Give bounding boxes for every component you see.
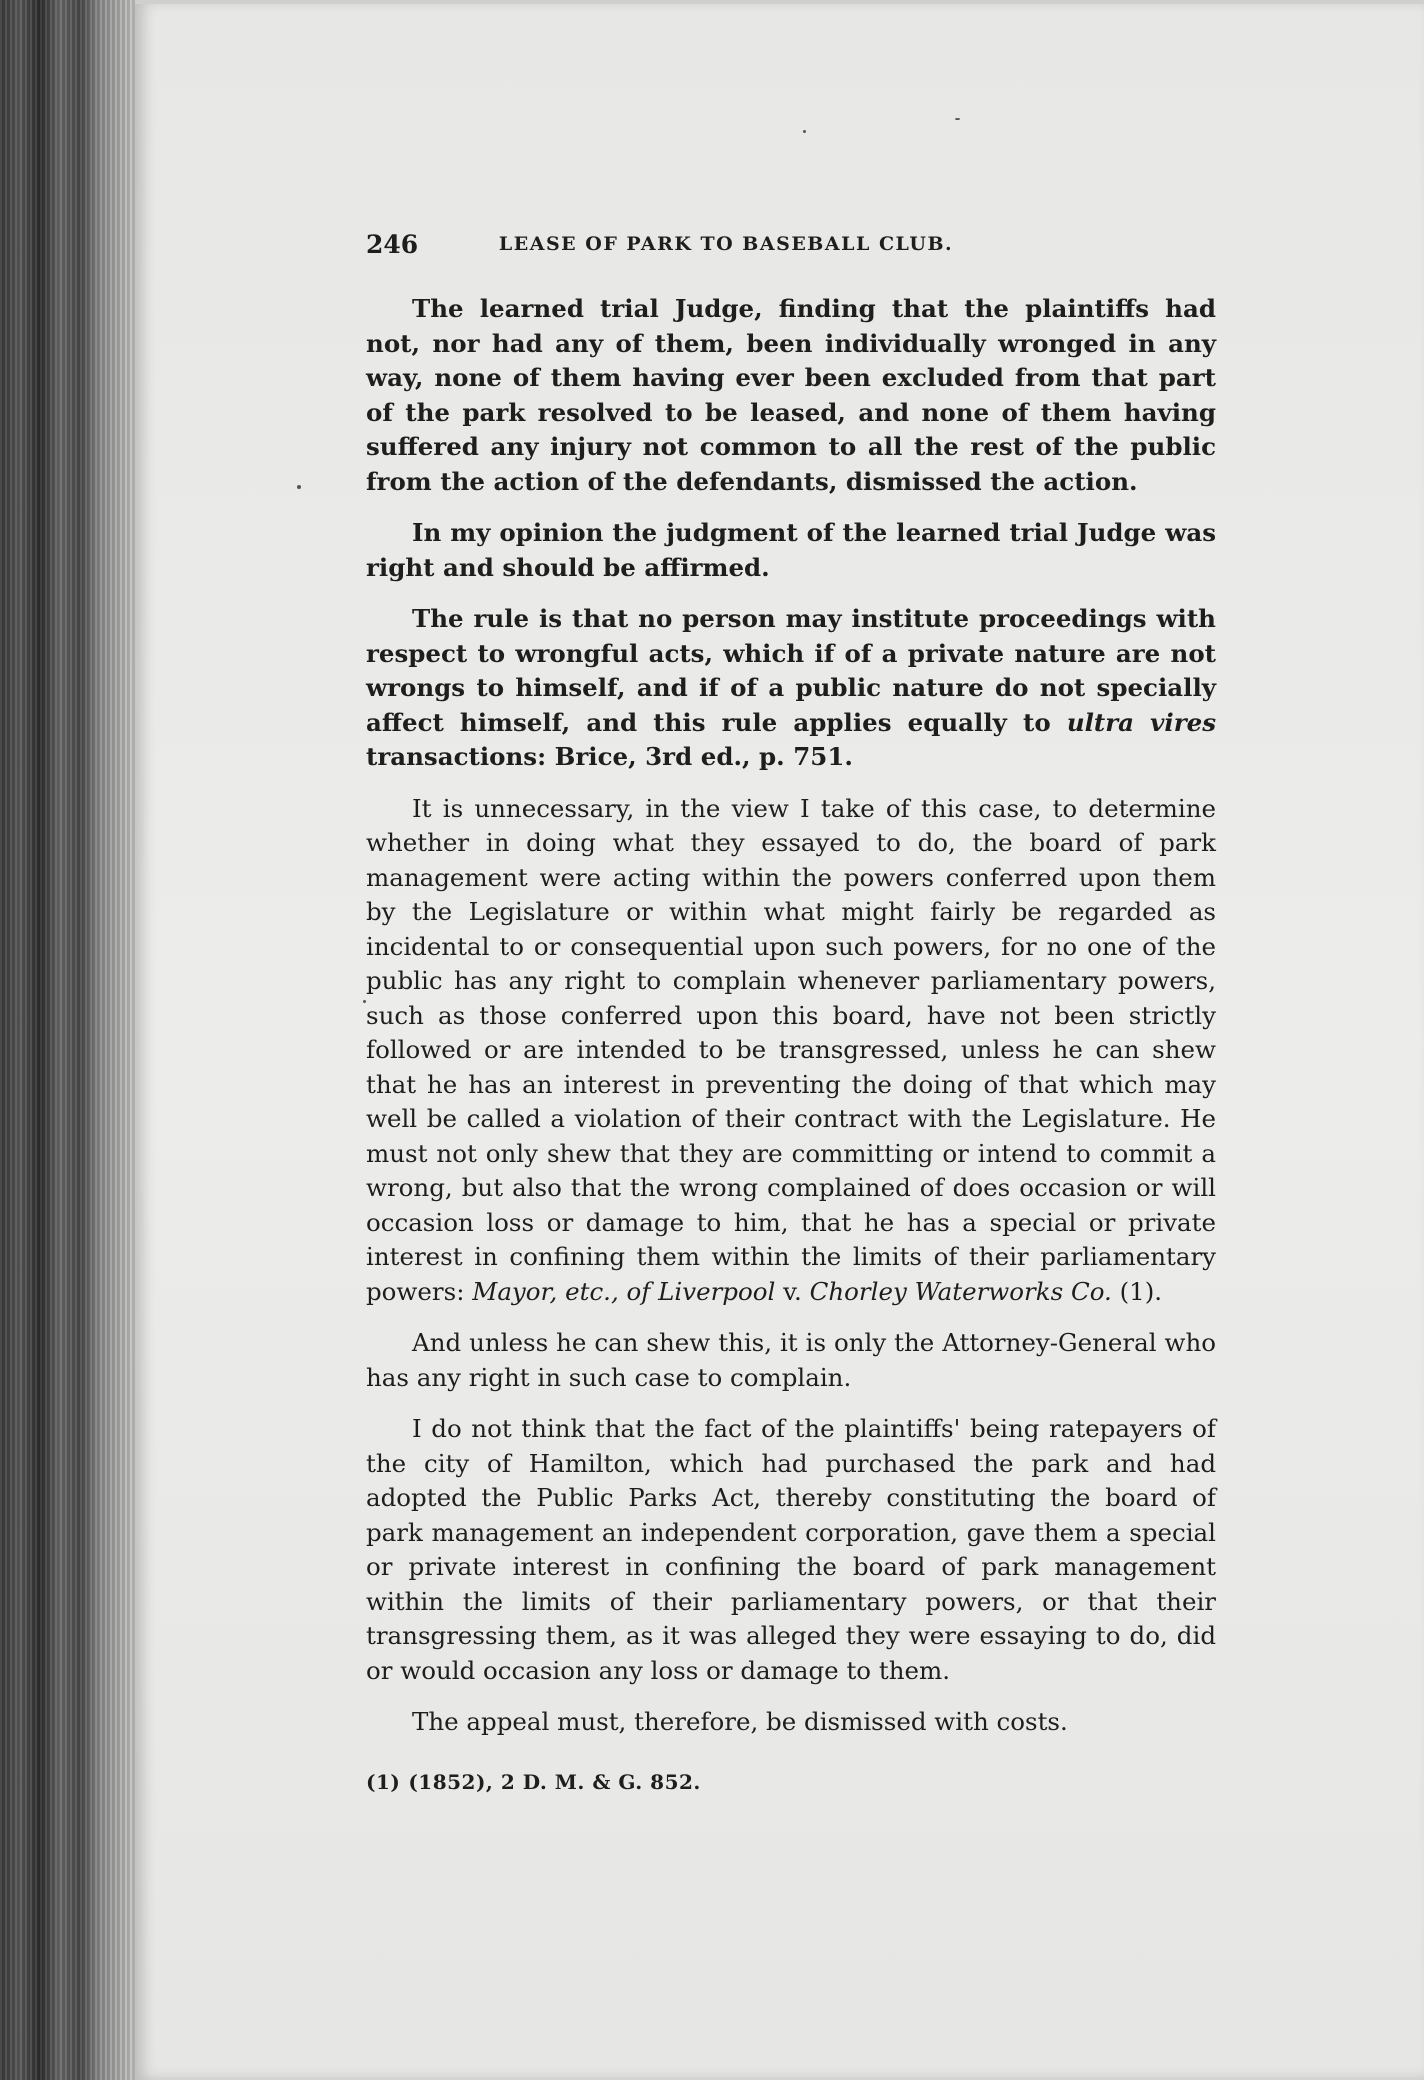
paragraph-6: I do not think that the fact of the plaintiffs' being ratepayers of the city of Hamilton, which had purchased the park and had adopted the Public Parks Act, thereby constituting the board of park management an independent corporation, gave them a special or private interest in confining the board of park management within the limits of their parliamentary powers, or that their transgressing them, as it was alleged they were essaying to do, did or would occasion any loss or damage to them.	[366, 1414, 1216, 1685]
paragraph-3	[366, 602, 1216, 775]
paragraph-5: And unless he can shew this, it is only the Attorney-General who has any right in such case to complain.	[366, 1328, 1216, 1392]
body-text	[366, 292, 1216, 1794]
paper-speck	[803, 130, 806, 133]
page-text-block	[235, 230, 1217, 1794]
paragraph-3-text-end: transactions: Brice, 3rd ed., p. 751.	[366, 742, 853, 771]
case-name-italic-2: Chorley Waterworks Co.	[809, 1276, 1112, 1306]
case-name-italic-1: Mayor, etc., of Liverpool	[472, 1276, 776, 1306]
case-footnote-ref: (1).	[1111, 1276, 1163, 1306]
footnote-marker: (1)	[366, 1769, 401, 1794]
paper-speck	[955, 118, 960, 120]
paragraph-3-text: The rule is that no person may institute proceedings with respect to wrongful acts, which if of a private nature are not wrongs to himself, and if of a public nature do not specially affect himself, and this rule applies equally to	[366, 604, 1216, 737]
running-head-title: LEASE OF PARK TO BASEBALL CLUB.	[498, 233, 954, 255]
paragraph-1: The learned trial Judge, finding that the plaintiffs had not, nor had any of them, been individually wronged in any way, none of them having ever been excluded from that part of the park resolved to be leased, and none of them having suffered any injury not common to all the rest of the public from the action of the defendants, dismissed the action.	[366, 294, 1216, 496]
paragraph-2: In my opinion the judgment of the learned trial Judge was right and should be affirmed.	[366, 518, 1216, 582]
case-versus: v.	[775, 1276, 810, 1306]
paragraph-7: The appeal must, therefore, be dismissed with costs.	[412, 1707, 1068, 1736]
footnote-text: (1852), 2 D. M. & G. 852.	[408, 1769, 701, 1794]
page-stack-edges	[0, 0, 140, 2080]
footnote	[366, 1770, 1216, 1794]
page-number: 246	[366, 230, 419, 259]
paragraph-4	[366, 792, 1216, 1310]
running-head	[235, 230, 1217, 270]
paragraph-4-text: It is unnecessary, in the view I take of this case, to determine whether in doing what they essayed to do, the board of park management were acting within the powers conferred upon them by the Legislature or within what might fairly be regarded as incidental to or consequential upon such powers, for no one of the public has any right to complain whenever parliamentary powers, such as those conferred upon this board, have not been strictly followed or are intended to be transgressed, unless he can shew that he has an interest in preventing the doing of that which may well be called a violation of their contract with the Legislature. He must not only shew that they are committing or intend to commit a wrong, but also that the wrong complained of does occasion or will occasion loss or damage to him, that he has a special or private interest in confining them within the limits of their parliamentary powers:	[366, 793, 1216, 1306]
page-top-edge	[135, 0, 1424, 4]
ultra-vires-italic: ultra vires	[1066, 707, 1216, 737]
